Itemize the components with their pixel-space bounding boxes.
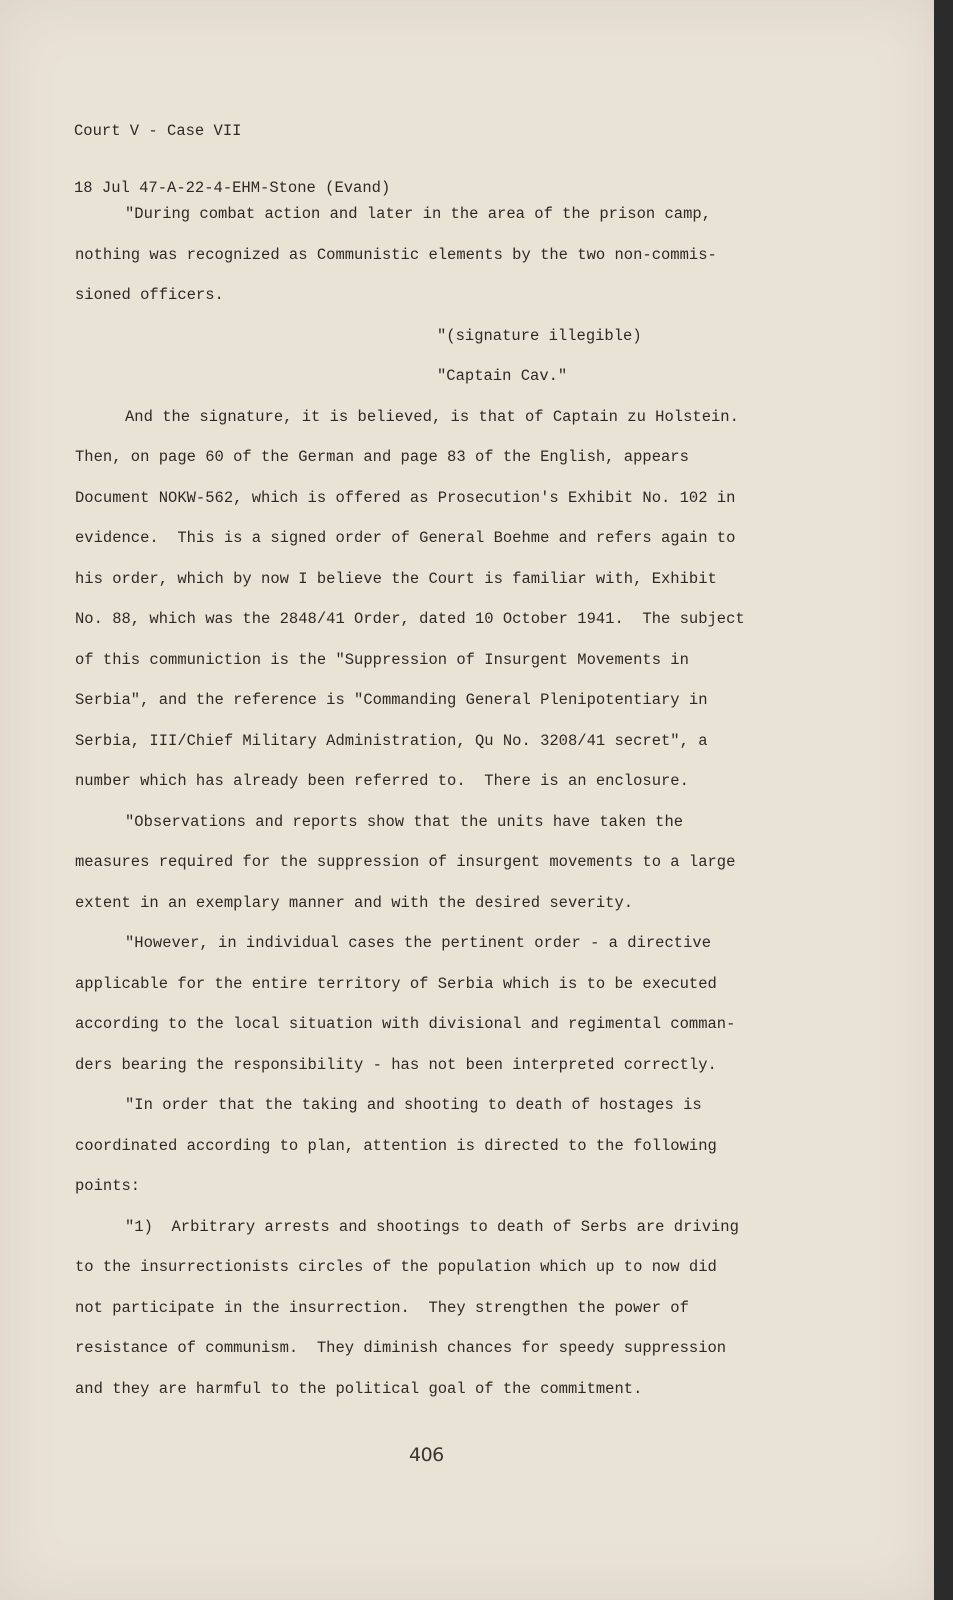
- transcript-body: [75, 194, 815, 1409]
- text-line: "However, in individual cases the pertinent order - a directive: [125, 934, 711, 952]
- text-line: nothing was recognized as Communistic elements by the two non-commis-: [75, 245, 717, 264]
- text-line: his order, which by now I believe the Court is familiar with, Exhibit: [75, 569, 717, 588]
- text-line: coordinated according to plan, attention is directed to the following: [75, 1136, 717, 1155]
- text-line: and they are harmful to the political goal of the commitment.: [75, 1379, 643, 1398]
- text-line: ders bearing the responsibility - has not been interpreted correctly.: [75, 1055, 717, 1074]
- text-line: measures required for the suppression of insurgent movements to a large: [75, 853, 736, 871]
- text-line: "Observations and reports show that the units have taken the: [125, 812, 684, 831]
- text-line: "In order that the taking and shooting to death of hostages is: [125, 1096, 702, 1114]
- text-line: points:: [75, 1177, 141, 1195]
- text-line: "During combat action and later in the area of the prison camp,: [125, 205, 711, 223]
- text-line: to the insurrectionists circles of the population which up to now did: [75, 1258, 717, 1276]
- text-line: Then, on page 60 of the German and page 83 of the English, appears: [75, 448, 689, 466]
- text-line: Serbia, III/Chief Military Administration, Qu No. 3208/41 secret", a: [75, 731, 708, 750]
- text-line: No. 88, which was the 2848/41 Order, dated 10 October 1941. The subject: [75, 610, 745, 628]
- text-line: not participate in the insurrection. They strengthen the power of: [75, 1298, 689, 1317]
- text-line: Document NOKW-562, which is offered as Prosecution's Exhibit No. 102 in: [75, 488, 736, 507]
- text-line: evidence. This is a signed order of General Boehme and refers again to: [75, 529, 736, 547]
- text-line: "1) Arbitrary arrests and shootings to death of Serbs are driving: [125, 1217, 739, 1236]
- signature-line: "(signature illegible): [437, 326, 642, 345]
- transcript-reference: 18 Jul 47-A-22-4-EHM-Stone (Evand): [74, 179, 391, 197]
- scan-edge: [934, 0, 953, 1600]
- text-line: Serbia", and the reference is "Commanding General Plenipotentiary in: [75, 691, 708, 709]
- case-caption: Court V - Case VII: [74, 122, 242, 140]
- page-number: 406: [409, 1444, 444, 1466]
- text-line: number which has already been referred to. There is an enclosure.: [75, 772, 689, 790]
- text-line: applicable for the entire territory of Serbia which is to be executed: [75, 974, 717, 993]
- text-line: extent in an exemplary manner and with the desired severity.: [75, 893, 634, 912]
- signature-title: "Captain Cav.": [437, 367, 568, 385]
- text-line: And the signature, it is believed, is that of Captain zu Holstein.: [125, 407, 739, 426]
- text-line: of this communiction is the "Suppression of Insurgent Movements in: [75, 650, 689, 669]
- text-line: resistance of communism. They diminish chances for speedy suppression: [75, 1339, 727, 1357]
- text-line: sioned officers.: [75, 286, 224, 304]
- text-line: according to the local situation with divisional and regimental comman-: [75, 1015, 736, 1033]
